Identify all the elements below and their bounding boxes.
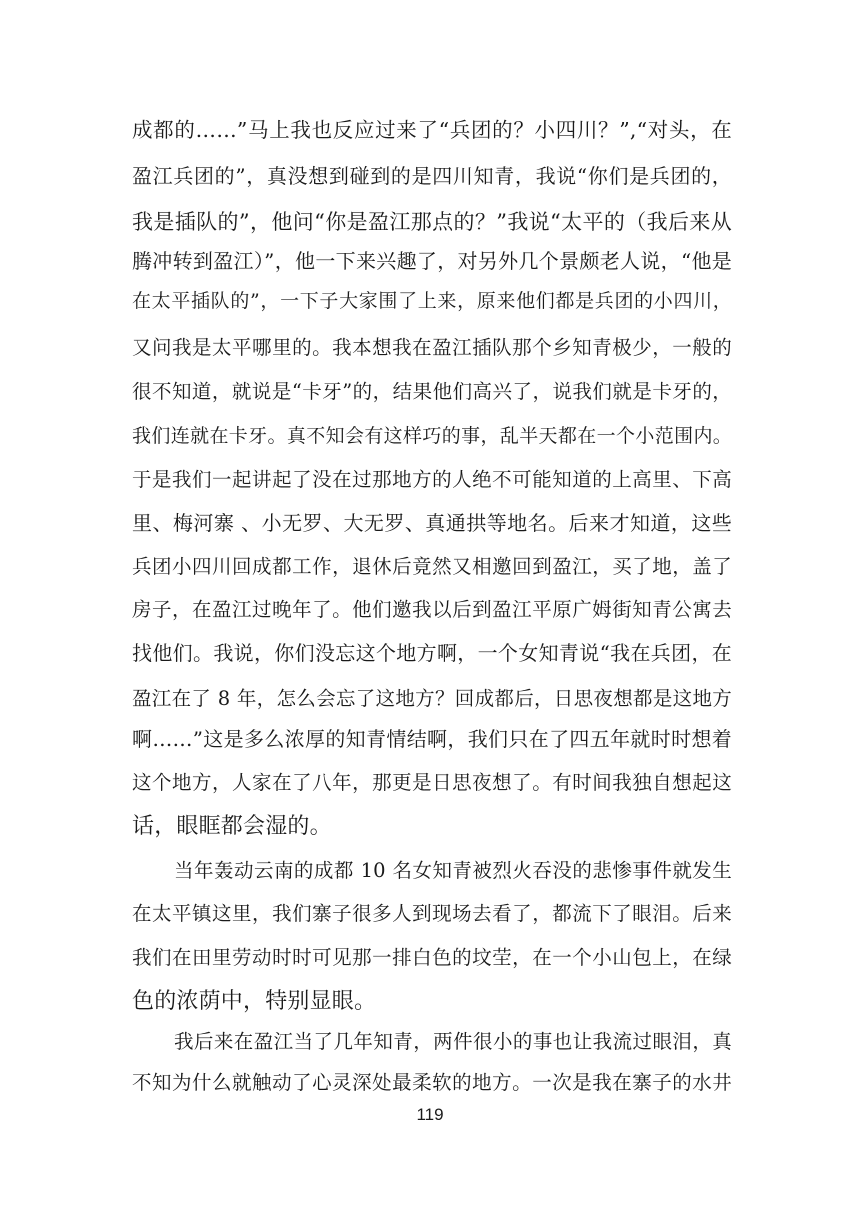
text-line: 找他们。我说，你们没忘这个地方啊，一个女知青说“我在兵团，在 (132, 641, 732, 665)
text-line: 话，眼眶都会湿的。 (132, 814, 332, 839)
text-line: 盈江在了 8 年，怎么会忘了这地方？回成都后，日思夜想都是这地方 (132, 687, 732, 710)
text-line: 兵团小四川回成都工作，退休后竟然又相邀回到盈江，买了地，盖了 (132, 555, 732, 578)
text-line: 又问我是太平哪里的。我本想我在盈江插队那个乡知青极少，一般的 (132, 336, 732, 359)
text-line: 成都的……”马上我也反应过来了“兵团的？小四川？”,“对头，在 (132, 118, 732, 142)
text-line: 不知为什么就触动了心灵深处最柔软的地方。一次是我在寨子的水井 (132, 1071, 732, 1094)
text-line: 在太平插队的”，一下子大家围了上来，原来他们都是兵团的小四川， (132, 290, 732, 312)
text-line: 盈江兵团的”，真没想到碰到的是四川知青，我说“你们是兵团的， (132, 164, 732, 188)
page-number: 119 (416, 1105, 444, 1124)
text-line: 当年轰动云南的成都 10 名女知青被烈火吞没的悲惨事件就发生 (174, 859, 732, 882)
text-line: 我后来在盈江当了几年知青，两件很小的事也让我流过眼泪，真 (174, 1030, 732, 1053)
text-line: 我是插队的”，他问“你是盈江那点的？”我说“太平的（我后来从 (132, 210, 732, 234)
text-line: 房子，在盈江过晚年了。他们邀我以后到盈江平原广姆街知青公寓去 (132, 598, 732, 621)
text-line: 我们连就在卡牙。真不知会有这样巧的事，乱半天都在一个小范围内。 (132, 425, 732, 447)
text-line: 腾冲转到盈江）”，他一下来兴趣了，对另外几个景颇老人说，“他是 (132, 249, 732, 273)
text-line: 我们在田里劳动时时可见那一排白色的坟茔，在一个小山包上，在绿 (132, 946, 732, 969)
text-line: 色的浓荫中，特别显眼。 (132, 989, 377, 1014)
text-line: 里、梅河寨 、小无罗、大无罗、真通拱等地名。后来才知道，这些 (132, 511, 732, 535)
text-line: 在太平镇这里，我们寨子很多人到现场去看了，都流下了眼泪。后来 (132, 902, 732, 925)
text-line: 啊……”这是多么浓厚的知青情结啊，我们只在了四五年就时时想着 (132, 727, 732, 751)
text-line: 这个地方，人家在了八年，那更是日思夜想了。有时间我独自想起这 (132, 771, 732, 794)
text-line: 很不知道，就说是“卡牙”的，结果他们高兴了，说我们就是卡牙的， (132, 380, 732, 403)
text-line: 于是我们一起讲起了没在过那地方的人绝不可能知道的上高里、下高 (132, 468, 732, 491)
